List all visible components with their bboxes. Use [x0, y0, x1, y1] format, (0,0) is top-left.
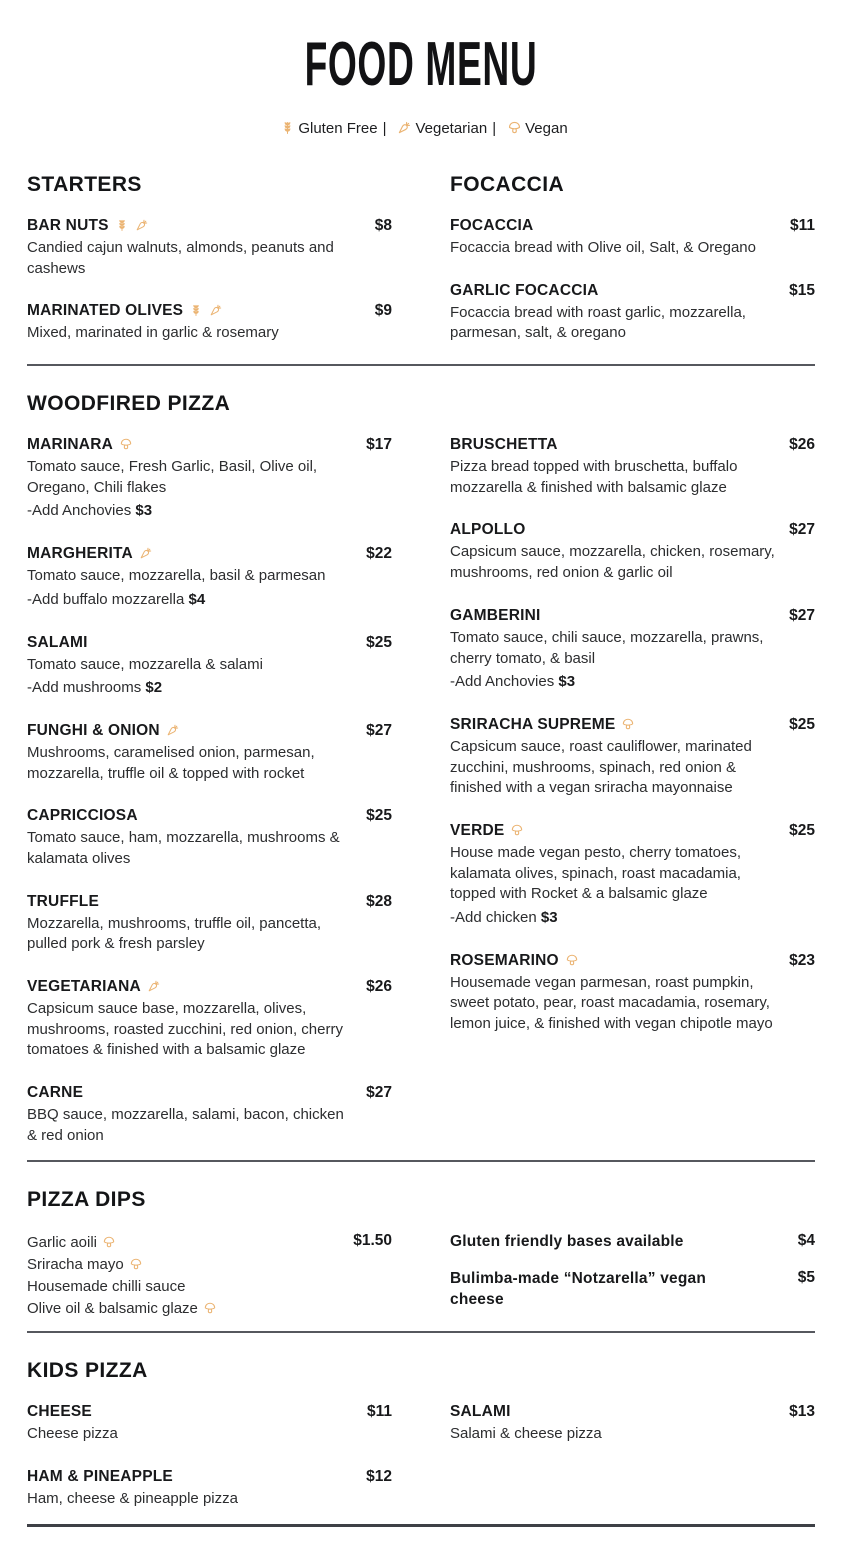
- item-name: VEGETARIANA: [27, 978, 141, 995]
- item-description: Cheese pizza: [27, 1425, 118, 1443]
- item-price: $26: [366, 978, 392, 995]
- dips-list: [27, 1232, 392, 1319]
- item-price: $25: [789, 821, 815, 839]
- section-divider: [27, 1331, 815, 1333]
- menu-item: [450, 282, 815, 344]
- menu-item: [450, 822, 815, 929]
- page-title: [27, 30, 815, 99]
- wheat-icon: [189, 303, 203, 317]
- item-name: CARNE: [27, 1084, 84, 1102]
- dip-item: Sriracha mayo: [27, 1254, 217, 1276]
- item-price: $25: [366, 633, 392, 651]
- item-name: HAM & PINEAPPLE: [27, 1467, 173, 1485]
- kids-left-column: [27, 1403, 392, 1519]
- item-price: $27: [366, 721, 392, 739]
- item-name: CHEESE: [27, 1403, 92, 1421]
- item-addon: -Add Anchovies $3: [450, 673, 576, 691]
- item-name: GARLIC FOCACCIA: [450, 281, 599, 299]
- woodfired-left-column: [27, 436, 392, 1156]
- section-starters: [27, 173, 392, 354]
- item-description: Capsicum sauce, mozzarella, chicken, rosemary, mushrooms, red onion & garlic oil: [450, 543, 775, 582]
- item-name: FOCACCIA: [450, 217, 534, 234]
- menu-item: [27, 545, 392, 610]
- item-description: Tomato sauce, mozzarella, basil & parmesan: [27, 567, 326, 585]
- legend-separator: |: [492, 120, 497, 137]
- menu-item: [450, 521, 815, 583]
- legend-vegetarian: [391, 120, 487, 137]
- menu-item: [27, 978, 392, 1061]
- menu-item: [27, 722, 392, 784]
- extra-item: [450, 1232, 815, 1253]
- item-name: ROSEMARINO: [450, 951, 559, 969]
- menu-item: [27, 302, 392, 344]
- item-price: $25: [366, 807, 392, 825]
- item-description: Tomato sauce, Fresh Garlic, Basil, Olive oil, Oregano, Chili flakes: [27, 458, 318, 496]
- menu-item: [27, 807, 392, 869]
- extra-item: [450, 1269, 815, 1311]
- menu-item: [450, 217, 815, 259]
- item-name: BAR NUTS: [27, 217, 109, 234]
- carrot-icon: [139, 546, 153, 560]
- item-name: CAPRICCIOSA: [27, 807, 138, 825]
- section-pizza-dips: [27, 1188, 815, 1327]
- menu-item: [27, 1403, 392, 1445]
- item-description: Focaccia bread with roast garlic, mozzarella, parmesan, salt, & oregano: [450, 303, 746, 342]
- item-name: TRUFFLE: [27, 892, 99, 910]
- item-price: $28: [366, 892, 392, 910]
- item-name: SALAMI: [450, 1403, 511, 1421]
- mushroom-icon: [507, 120, 522, 135]
- section-row-starters-focaccia: [27, 173, 815, 354]
- item-description: Ham, cheese & pineapple pizza: [27, 1489, 238, 1507]
- item-price: $8: [374, 217, 392, 234]
- dips-extras: [450, 1232, 815, 1327]
- item-price: $25: [789, 715, 815, 733]
- item-price: $13: [789, 1403, 815, 1421]
- mushroom-icon: [510, 823, 524, 837]
- item-price: $27: [366, 1084, 392, 1102]
- item-price: $22: [366, 545, 392, 563]
- kids-right-column: [450, 1403, 815, 1455]
- carrot-icon: [209, 303, 223, 317]
- legend-gluten-free-label: Gluten Free: [298, 120, 378, 137]
- pizza-dips-heading: PIZZA DIPS: [27, 1188, 146, 1212]
- legend-gluten-free: [274, 120, 377, 137]
- mushroom-icon: [119, 437, 133, 451]
- item-description: BBQ sauce, mozzarella, salami, bacon, chicken & red onion: [27, 1106, 344, 1144]
- extra-price: $4: [797, 1232, 815, 1250]
- item-name: SRIRACHA SUPREME: [450, 715, 616, 733]
- mushroom-icon: [565, 953, 579, 967]
- starters-heading: STARTERS: [27, 173, 142, 196]
- woodfired-heading: WOODFIRED PIZZA: [27, 392, 231, 416]
- menu-item: [27, 893, 392, 955]
- mushroom-icon: [203, 1301, 217, 1315]
- focaccia-heading: FOCACCIA: [450, 173, 565, 196]
- dip-item: Garlic aoili: [27, 1232, 217, 1254]
- item-description: House made vegan pesto, cherry tomatoes, kalamata olives, spinach, roast macadamia, topped with Rocket & a balsamic glaze: [450, 843, 741, 903]
- legend-separator: |: [382, 120, 387, 137]
- item-name: SALAMI: [27, 633, 88, 651]
- extra-price: $5: [797, 1269, 815, 1287]
- item-addon: -Add chicken $3: [450, 909, 558, 926]
- item-description: Tomato sauce, mozzarella & salami: [27, 655, 263, 673]
- item-description: Tomato sauce, ham, mozzarella, mushrooms & kalamata olives: [27, 829, 340, 867]
- section-woodfired-pizza: [27, 392, 815, 1156]
- item-name: BRUSCHETTA: [450, 436, 558, 454]
- item-addon: -Add Anchovies $3: [27, 502, 153, 520]
- section-divider: [27, 1160, 815, 1162]
- item-price: $15: [789, 281, 815, 299]
- menu-item: [27, 217, 392, 279]
- item-description: Tomato sauce, chili sauce, mozzarella, prawns, cherry tomato, & basil: [450, 628, 764, 667]
- extra-name: Bulimba-made “Notzarella” vegan cheese: [450, 1270, 706, 1309]
- carrot-icon: [166, 723, 180, 737]
- item-name: VERDE: [450, 821, 505, 839]
- item-description: Candied cajun walnuts, almonds, peanuts and cashews: [27, 239, 334, 277]
- legend-vegetarian-label: Vegetarian: [415, 120, 488, 137]
- item-description: Mozzarella, mushrooms, truffle oil, pancetta, pulled pork & fresh parsley: [27, 914, 322, 953]
- bottom-divider: [27, 1524, 815, 1527]
- mushroom-icon: [102, 1235, 116, 1249]
- menu-item: [450, 716, 815, 799]
- mushroom-icon: [621, 717, 635, 731]
- kids-pizza-heading: KIDS PIZZA: [27, 1359, 148, 1383]
- item-name: MARINATED OLIVES: [27, 302, 184, 320]
- wheat-icon: [115, 218, 129, 232]
- dip-item: Housemade chilli sauce: [27, 1277, 186, 1295]
- menu-item: [450, 952, 815, 1035]
- item-name: FUNGHI & ONION: [27, 721, 160, 739]
- item-price: $17: [366, 436, 392, 454]
- item-description: Mushrooms, caramelised onion, parmesan, mozzarella, truffle oil & topped with rocket: [27, 743, 315, 782]
- item-price: $27: [789, 521, 815, 539]
- wheat-icon: [280, 120, 295, 135]
- carrot-icon: [135, 218, 149, 232]
- menu-item: [27, 1084, 392, 1146]
- item-description: Mixed, marinated in garlic & rosemary: [27, 324, 279, 342]
- item-addon: -Add buffalo mozzarella $4: [27, 590, 206, 608]
- item-description: Capsicum sauce, roast cauliflower, marinated zucchini, mushrooms, spinach, red onion & finished with a vegan sriracha mayonnaise: [450, 737, 752, 797]
- item-price: $9: [374, 302, 392, 320]
- item-description: Focaccia bread with Olive oil, Salt, & Oregano: [450, 239, 756, 256]
- menu-item: [27, 436, 392, 522]
- menu-item: [450, 436, 815, 498]
- item-price: $11: [366, 1403, 392, 1421]
- extra-name: Gluten friendly bases available: [450, 1233, 684, 1251]
- carrot-icon: [147, 979, 161, 993]
- mushroom-icon: [129, 1257, 143, 1271]
- legend-vegan-label: Vegan: [525, 120, 568, 137]
- section-kids-pizza: [27, 1359, 815, 1519]
- menu-item: [450, 1403, 815, 1445]
- carrot-icon: [397, 120, 412, 135]
- item-addon: -Add mushrooms $2: [27, 679, 163, 697]
- item-name: ALPOLLO: [450, 521, 526, 539]
- item-description: Salami & cheese pizza: [450, 1425, 602, 1443]
- dips-price: $1.50: [353, 1232, 392, 1250]
- item-price: $11: [789, 217, 815, 234]
- item-description: Capsicum sauce base, mozzarella, olives, mushrooms, roasted zucchini, red onion, cherry tomatoes & finished with a balsamic glaze: [27, 1000, 343, 1059]
- item-description: Housemade vegan parmesan, roast pumpkin, sweet potato, pear, roast macadamia, rosemary, lemon juice, & finished with vegan chipotle mayo: [450, 973, 773, 1033]
- item-name: MARINARA: [27, 436, 113, 454]
- menu-item: [27, 1468, 392, 1510]
- item-description: Pizza bread topped with bruschetta, buffalo mozzarella & finished with balsamic glaze: [450, 458, 738, 496]
- diet-legend: [27, 120, 815, 137]
- dip-item: Olive oil & balsamic glaze: [27, 1298, 217, 1320]
- item-price: $27: [789, 606, 815, 624]
- item-price: $23: [789, 951, 815, 969]
- item-price: $26: [789, 436, 815, 454]
- legend-vegan: [501, 120, 568, 137]
- woodfired-right-column: [450, 436, 815, 1045]
- item-price: $12: [366, 1467, 392, 1485]
- section-divider: [27, 364, 815, 366]
- menu-item: [450, 607, 815, 693]
- section-focaccia: [450, 173, 815, 354]
- item-name: GAMBERINI: [450, 606, 541, 624]
- menu-item: [27, 634, 392, 699]
- page-title-text: FOOD MENU: [304, 30, 538, 99]
- item-name: MARGHERITA: [27, 545, 133, 563]
